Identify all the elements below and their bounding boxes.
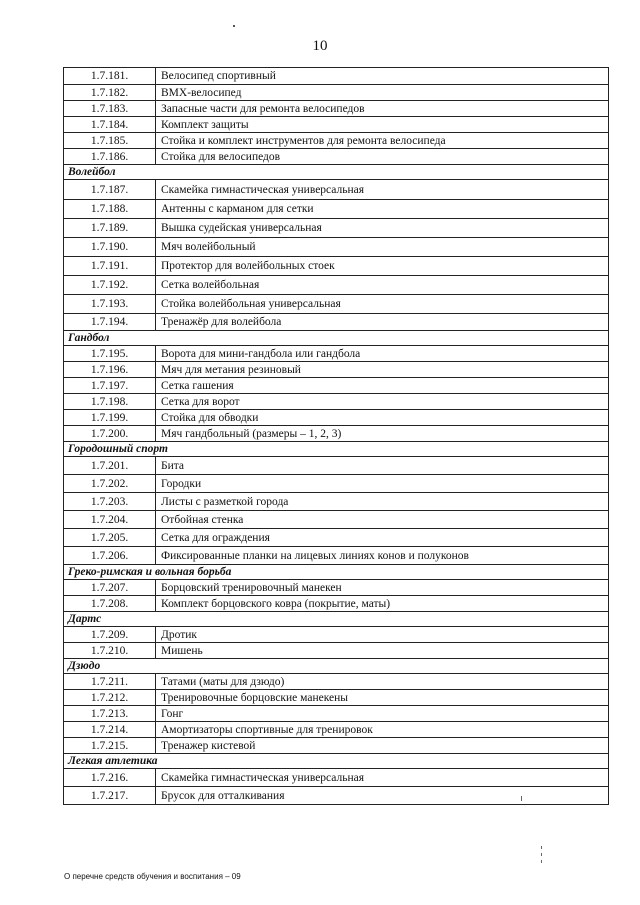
table-row xyxy=(64,769,609,787)
item-number: 1.7.204. xyxy=(64,511,156,529)
item-name: Скамейка гимнастическая универсальная xyxy=(156,180,609,200)
table-row xyxy=(64,410,609,426)
item-number: 1.7.198. xyxy=(64,394,156,410)
item-name: Мяч для метания резиновый xyxy=(156,362,609,378)
item-name: Антенны с карманом для сетки xyxy=(156,200,609,219)
scan-mark xyxy=(521,796,522,801)
table-row xyxy=(64,200,609,219)
section-row xyxy=(64,331,609,346)
item-number: 1.7.184. xyxy=(64,117,156,133)
item-name: Борцовский тренировочный манекен xyxy=(156,580,609,596)
item-number: 1.7.201. xyxy=(64,457,156,475)
item-name: Отбойная стенка xyxy=(156,511,609,529)
item-number: 1.7.205. xyxy=(64,529,156,547)
table-row xyxy=(64,690,609,706)
table-row xyxy=(64,68,609,85)
table-row xyxy=(64,133,609,149)
table-row xyxy=(64,314,609,331)
item-name: Гонг xyxy=(156,706,609,722)
section-row xyxy=(64,754,609,769)
item-number: 1.7.208. xyxy=(64,596,156,612)
item-name: Сетка для ограждения xyxy=(156,529,609,547)
section-heading: Легкая атлетика xyxy=(64,754,609,769)
item-number: 1.7.195. xyxy=(64,346,156,362)
item-number: 1.7.185. xyxy=(64,133,156,149)
item-number: 1.7.215. xyxy=(64,738,156,754)
item-name: Велосипед спортивный xyxy=(156,68,609,85)
item-number: 1.7.193. xyxy=(64,295,156,314)
item-number: 1.7.214. xyxy=(64,722,156,738)
table-row xyxy=(64,580,609,596)
equipment-table xyxy=(63,67,609,805)
scan-mark xyxy=(541,846,542,849)
table-row xyxy=(64,276,609,295)
table-row xyxy=(64,426,609,442)
item-name: Запасные части для ремонта велосипедов xyxy=(156,101,609,117)
item-name: Мишень xyxy=(156,643,609,659)
table-row xyxy=(64,722,609,738)
table-row xyxy=(64,378,609,394)
item-number: 1.7.186. xyxy=(64,149,156,165)
section-heading: Волейбол xyxy=(64,165,609,180)
item-name: Тренажёр для волейбола xyxy=(156,314,609,331)
table-row xyxy=(64,674,609,690)
item-number: 1.7.203. xyxy=(64,493,156,511)
table-row xyxy=(64,511,609,529)
item-number: 1.7.190. xyxy=(64,238,156,257)
table-row xyxy=(64,493,609,511)
item-number: 1.7.187. xyxy=(64,180,156,200)
item-name: Комплект борцовского ковра (покрытие, маты) xyxy=(156,596,609,612)
item-name: Амортизаторы спортивные для тренировок xyxy=(156,722,609,738)
item-number: 1.7.189. xyxy=(64,219,156,238)
item-number: 1.7.188. xyxy=(64,200,156,219)
table-row xyxy=(64,362,609,378)
scan-mark xyxy=(541,860,542,863)
table-row xyxy=(64,475,609,493)
item-name: Тренировочные борцовские манекены xyxy=(156,690,609,706)
item-number: 1.7.202. xyxy=(64,475,156,493)
section-heading: Дзюдо xyxy=(64,659,609,674)
item-number: 1.7.217. xyxy=(64,787,156,805)
item-name: Стойка для велосипедов xyxy=(156,149,609,165)
item-name: Ворота для мини-гандбола или гандбола xyxy=(156,346,609,362)
item-number: 1.7.209. xyxy=(64,627,156,643)
equipment-table-body xyxy=(64,68,609,805)
item-number: 1.7.197. xyxy=(64,378,156,394)
item-name: Тренажер кистевой xyxy=(156,738,609,754)
item-name: Протектор для волейбольных стоек xyxy=(156,257,609,276)
item-number: 1.7.207. xyxy=(64,580,156,596)
item-name: Городки xyxy=(156,475,609,493)
item-name: Дротик xyxy=(156,627,609,643)
table-row xyxy=(64,457,609,475)
section-row xyxy=(64,565,609,580)
scan-speck xyxy=(233,25,235,27)
table-row xyxy=(64,180,609,200)
page-number: 10 xyxy=(312,38,328,54)
table-row xyxy=(64,547,609,565)
item-number: 1.7.192. xyxy=(64,276,156,295)
table-row xyxy=(64,596,609,612)
item-name: Сетка гашения xyxy=(156,378,609,394)
item-number: 1.7.196. xyxy=(64,362,156,378)
item-number: 1.7.181. xyxy=(64,68,156,85)
item-name: Брусок для отталкивания xyxy=(156,787,609,805)
section-heading: Греко-римская и вольная борьба xyxy=(64,565,609,580)
item-number: 1.7.211. xyxy=(64,674,156,690)
item-number: 1.7.182. xyxy=(64,85,156,101)
item-number: 1.7.206. xyxy=(64,547,156,565)
item-name: Мяч волейбольный xyxy=(156,238,609,257)
table-row xyxy=(64,706,609,722)
item-name: Сетка волейбольная xyxy=(156,276,609,295)
table-row xyxy=(64,295,609,314)
item-name: Скамейка гимнастическая универсальная xyxy=(156,769,609,787)
item-number: 1.7.216. xyxy=(64,769,156,787)
item-number: 1.7.212. xyxy=(64,690,156,706)
item-number: 1.7.213. xyxy=(64,706,156,722)
table-row xyxy=(64,627,609,643)
item-name: Сетка для ворот xyxy=(156,394,609,410)
table-row xyxy=(64,787,609,805)
table-row xyxy=(64,257,609,276)
item-name: Листы с разметкой города xyxy=(156,493,609,511)
scan-mark xyxy=(541,853,542,856)
section-row xyxy=(64,612,609,627)
item-name: Бита xyxy=(156,457,609,475)
table-row xyxy=(64,101,609,117)
item-number: 1.7.191. xyxy=(64,257,156,276)
item-number: 1.7.194. xyxy=(64,314,156,331)
table-row xyxy=(64,219,609,238)
section-heading: Дартс xyxy=(64,612,609,627)
item-name: Стойка для обводки xyxy=(156,410,609,426)
table-row xyxy=(64,738,609,754)
section-row xyxy=(64,442,609,457)
table-row xyxy=(64,117,609,133)
table-row xyxy=(64,394,609,410)
table-row xyxy=(64,238,609,257)
table-row xyxy=(64,149,609,165)
item-name: Комплект защиты xyxy=(156,117,609,133)
table-row xyxy=(64,529,609,547)
item-name: Вышка судейская универсальная xyxy=(156,219,609,238)
item-name: BMX-велосипед xyxy=(156,85,609,101)
item-name: Мяч гандбольный (размеры – 1, 2, 3) xyxy=(156,426,609,442)
item-number: 1.7.199. xyxy=(64,410,156,426)
table-row xyxy=(64,85,609,101)
item-number: 1.7.200. xyxy=(64,426,156,442)
item-name: Фиксированные планки на лицевых линиях конов и полуконов xyxy=(156,547,609,565)
table-row xyxy=(64,346,609,362)
item-name: Стойка волейбольная универсальная xyxy=(156,295,609,314)
section-row xyxy=(64,659,609,674)
section-row xyxy=(64,165,609,180)
section-heading: Гандбол xyxy=(64,331,609,346)
item-number: 1.7.210. xyxy=(64,643,156,659)
table-row xyxy=(64,643,609,659)
item-name: Татами (маты для дзюдо) xyxy=(156,674,609,690)
section-heading: Городошный спорт xyxy=(64,442,609,457)
item-name: Стойка и комплект инструментов для ремонта велосипеда xyxy=(156,133,609,149)
item-number: 1.7.183. xyxy=(64,101,156,117)
footer-note: О перечне средств обучения и воспитания – 09 xyxy=(64,872,241,881)
